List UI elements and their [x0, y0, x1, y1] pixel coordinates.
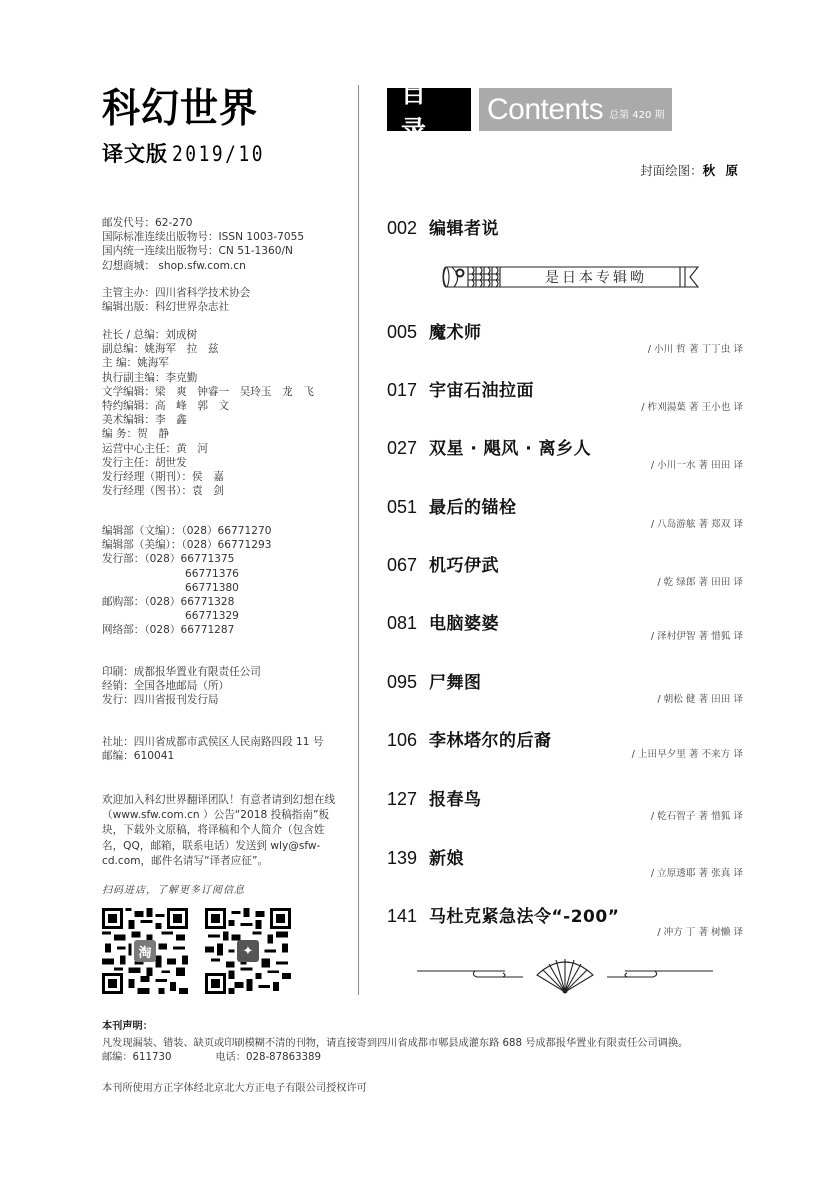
staff-line: 发行经理（期刊）：侯 嘉 — [102, 471, 224, 484]
cover-credit — [640, 161, 741, 179]
info-line: 主管主办：四川省科学技术协会 — [102, 287, 251, 299]
toc-entry[interactable] — [387, 551, 743, 587]
magazine-logo — [102, 86, 272, 168]
entry-page: 106 — [387, 730, 418, 750]
entry-credit: / 冲方 丁 著 树懒 译 — [657, 927, 743, 938]
entry-credit: / 泽村伊智 著 惜狐 译 — [650, 631, 743, 642]
entry-title: 魔术师 — [429, 323, 482, 343]
staff-line: 美术编辑：李 鑫 — [102, 414, 187, 427]
info-line: 编辑出版：科幻世界杂志社 — [102, 301, 230, 314]
toc-entry[interactable] — [387, 434, 743, 470]
entry-title: 尸舞图 — [429, 673, 482, 693]
info-line: 幻想商城： shop.sfw.com.cn — [102, 259, 246, 272]
entry-page: 141 — [387, 906, 418, 926]
staff-line: 社长 / 总编：刘成树 — [102, 329, 198, 341]
toc-entry[interactable] — [387, 609, 743, 645]
entry-title: 新娘 — [429, 849, 464, 869]
staff-line: 编 务：贺 静 — [102, 428, 169, 441]
toc-entry[interactable] — [387, 785, 743, 821]
address-info — [102, 735, 324, 763]
entry-page: 095 — [387, 672, 418, 692]
info-line: 发行：四川省报刊发行局 — [102, 694, 219, 707]
contact-line: 编辑部（文编）：（028）66771270 — [102, 525, 272, 537]
entry-title: 双星 · 飓风 · 离乡人 — [429, 439, 592, 459]
toc-entry[interactable] — [387, 902, 743, 938]
toc-entry[interactable] — [387, 318, 743, 354]
contact-line: 网络部：（028）66771287 — [102, 624, 235, 637]
entry-credit: / 小川 哲 著 丁丁虫 译 — [647, 344, 743, 355]
staff-line: 发行经理（图书）：袁 剑 — [102, 485, 224, 498]
entry-credit: / 立原透耶 著 张真 译 — [650, 868, 743, 879]
folding-fan-icon — [415, 955, 715, 995]
notice-phone: 电话：028-87863389 — [215, 1052, 321, 1064]
entry-page: 081 — [387, 613, 418, 633]
entry-page: 051 — [387, 497, 418, 517]
info-line: 国际标准连续出版物号：ISSN 1003-7055 — [102, 231, 305, 244]
staff-line: 副总编：姚海军 拉 兹 — [102, 343, 219, 356]
taobao-icon: 淘 — [134, 940, 156, 962]
info-line: 印刷：成都报华置业有限责任公司 — [102, 666, 261, 678]
magazine-title: 科幻世界 — [102, 84, 259, 132]
info-line: 经销：全国各地邮局（所） — [102, 680, 230, 693]
entry-credit: / 朝松 健 著 田田 译 — [657, 694, 743, 705]
toc-heading-en: Contents — [487, 92, 604, 126]
publication-notice — [102, 1020, 688, 1066]
entry-page: 067 — [387, 555, 418, 575]
japan-special-banner — [440, 263, 700, 291]
contact-line: 66771329 — [185, 610, 239, 623]
staff-list — [102, 328, 314, 498]
sponsor-info — [102, 286, 250, 314]
staff-line: 发行主任：胡世发 — [102, 456, 187, 469]
entry-credit: / 八岛游舷 著 郑双 译 — [650, 519, 743, 530]
staff-line: 执行副主编：李克勤 — [102, 371, 198, 384]
entry-title: 宇宙石油拉面 — [429, 381, 534, 401]
toc-entry[interactable] — [387, 668, 743, 704]
staff-line: 运营中心主任：黄 河 — [102, 442, 208, 455]
entry-credit: / 小川一水 著 田田 译 — [650, 460, 743, 471]
entry-page: 127 — [387, 789, 418, 809]
notice-postcode: 邮编：611730 — [102, 1052, 172, 1064]
column-divider — [358, 85, 359, 995]
toc-heading-en-box — [479, 88, 672, 131]
info-line: 邮编：610041 — [102, 750, 175, 763]
qr-code-subscribe[interactable] — [205, 908, 291, 994]
qr-code-shop[interactable] — [102, 908, 188, 994]
toc-heading-cn: 目录 — [387, 88, 471, 131]
toc-entry[interactable] — [387, 726, 743, 762]
entry-page: 139 — [387, 848, 418, 868]
fan-ornament — [415, 955, 715, 995]
entry-page: 027 — [387, 438, 418, 458]
banner-text: 是日本专辑呦 — [545, 270, 647, 286]
printing-info — [102, 665, 261, 708]
entry-title: 李林塔尔的后裔 — [429, 731, 552, 751]
entry-title: 报春鸟 — [429, 790, 482, 810]
publication-info — [102, 216, 304, 273]
contact-line: 发行部：（028）66771375 — [102, 553, 235, 566]
entry-page: 005 — [387, 322, 418, 342]
toc-entry[interactable] — [387, 214, 743, 239]
info-line: 国内统一连续出版物号：CN 51-1360/N — [102, 245, 293, 258]
cover-credit-label: 封面绘图： — [640, 163, 703, 178]
issue-total: 总第 420 期 — [609, 110, 665, 121]
contact-line: 66771380 — [185, 581, 239, 594]
entry-credit: / 柞刈湯葉 著 王小也 译 — [641, 402, 743, 413]
entry-credit: / 乾 绿郎 著 田田 译 — [657, 577, 743, 588]
edition-line — [102, 138, 272, 168]
entry-page: 017 — [387, 380, 418, 400]
info-line: 社址：四川省成都市武侯区人民南路四段 11 号 — [102, 736, 324, 748]
translator-recruitment: 欢迎加入科幻世界翻译团队！有意者请到幻想在线（www.sfw.com.cn ）公告“2018 投稿指南”板块，下载外文原稿，将译稿和个人简介（包含姓名，QQ，邮箱，联系电话）发送到 wly@sfw-cd.com，邮件名请写“译者应征”。 — [102, 794, 336, 867]
contact-list — [102, 524, 271, 638]
entry-page: 002 — [387, 218, 418, 238]
scan-hint: 扫码进店，了解更多订阅信息 — [102, 885, 245, 896]
entry-title: 编辑者说 — [429, 219, 499, 239]
subscribe-logo-icon: ✦ — [237, 940, 259, 962]
font-license: 本刊所使用方正字体经北京北大方正电子有限公司授权许可 — [102, 1083, 367, 1094]
toc-entry[interactable] — [387, 376, 743, 412]
entry-title: 马杜克紧急法令“-200” — [429, 907, 620, 927]
staff-line: 特约编辑：高 峰 郭 文 — [102, 400, 230, 413]
contact-line: 编辑部（美编）：（028）66771293 — [102, 539, 272, 552]
entry-title: 机巧伊武 — [429, 556, 499, 576]
staff-line: 文学编辑：梁 爽 钟睿一 吴玲玉 龙 飞 — [102, 385, 314, 398]
edition-label: 译文版 — [102, 142, 168, 166]
toc-entry[interactable] — [387, 844, 743, 880]
toc-entry[interactable] — [387, 493, 743, 529]
notice-title: 本刊声明： — [102, 1021, 153, 1032]
staff-line: 主 编：姚海军 — [102, 357, 169, 370]
entry-credit: / 上田早夕里 著 不来方 译 — [631, 749, 743, 760]
cover-artist: 秋 原 — [702, 163, 741, 178]
entry-title: 最后的锚栓 — [429, 498, 517, 518]
contact-line: 66771376 — [185, 567, 239, 580]
issue-number: 2019/10 — [172, 142, 266, 166]
info-line: 邮发代号：62-270 — [102, 217, 193, 229]
notice-text: 凡发现漏装、错装、缺页或印刷模糊不清的刊物，请直接寄到四川省成都市郫县成灌东路 688 号成都报华置业有限责任公司调换。 — [102, 1037, 689, 1049]
contact-line: 邮购部：（028）66771328 — [102, 596, 235, 609]
entry-credit: / 乾石智子 著 惜狐 译 — [650, 811, 743, 822]
entry-title: 电脑婆婆 — [429, 614, 499, 634]
